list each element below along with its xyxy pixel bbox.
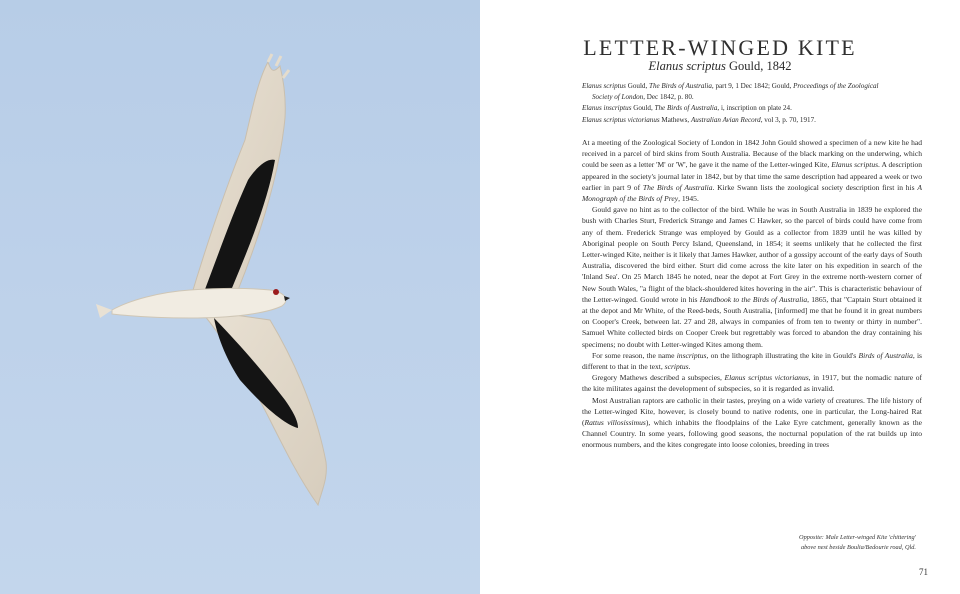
reference-item: Elanus inscriptus Gould, The Birds of Australia, i, inscription on plate 24. xyxy=(582,104,792,113)
species-subtitle xyxy=(480,59,960,73)
text-page xyxy=(480,0,960,594)
photo-caption: Opposite: Male Letter-winged Kite 'chittering' above nest beside Boulia/Bedourie road, Qld. xyxy=(799,534,916,551)
synonymy-references xyxy=(582,81,882,126)
scientific-name: Elanus scriptus xyxy=(648,59,726,73)
reference-item: Elanus scriptus victorianus Mathews, Australian Avian Record, vol 3, p. 70, 1917. xyxy=(582,115,816,124)
paragraph: Most Australian raptors are catholic in their tastes, preying on a wide variety of creatures. The life history of the Letter-winged Kite, however, is closely bound to native rodents, one in particular, the Long-haired Rat (Rattus villosissimus), which inhabits the floodplains of the Lake Eyre catchment, generally known as the Channel Country. In some years, following good seasons, the nocturnal population of the rat builds up into enormous numbers, and the kites congregate into loose colonies, breeding in trees xyxy=(582,395,922,450)
page-title: LETTER-WINGED KITE xyxy=(583,35,857,60)
reference-item: Elanus scriptus Gould, The Birds of Australia, part 9, 1 Dec 1842; Gould, Proceedings of the Zoological Society of London, Dec 1842, p. 80. xyxy=(582,82,879,102)
paragraph: For some reason, the name inscriptus, on the lithograph illustrating the kite in Gould's Birds of Australia, is different to that in the text, scriptus. xyxy=(582,350,922,372)
paragraph: Gould gave no hint as to the collector of the bird. While he was in South Australia in 1839 he explored the bush with Charles Sturt, Frederick Strange and James C Hawker, so the parcel of birds could have come from any of them. Frederick Strange was employed by Gould as a collector from 1839 until he was killed by Aboriginal people on South Percy Island, Queensland, in 1854; it seems unlikely that he collected the first Letter-winged Kite, neither is it likely that James Hawker, author of a gossipy account of the early days of South Australia, discovered the bird either. Sturt did come across the kite later on his expedition in search of the 'Inland Sea'. On 25 March 1845 he noted, near the depot at Fort Grey in the extreme north-western corner of New South Wales, "a flight of the black-shouldered kites hovering in the air". This is characteristic behaviour of the Letter-winged. Gould wrote in his Handbook to the Birds of Australia, 1865, that "Captain Sturt obtained it at the depot and Mr White, of the Reed-beds, South Australia, [informed] me that he found it in great numbers on Cooper's Creek, between lat. 27 and 28, always in companies of from ten to twenty or thirty in number". Samuel White collected birds on Cooper Creek but regrettably was forced to abandon the dray containing his specimens; no doubt with Letter-winged Kites among them. xyxy=(582,205,923,349)
page-number: 71 xyxy=(919,567,928,577)
authority: Gould, 1842 xyxy=(729,59,792,73)
paragraph: At a meeting of the Zoological Society of London in 1842 John Gould showed a specimen of a new kite he had received in a parcel of bird skins from South Australia. Because of the black marking on the underwing, which could be seen as a letter 'M' or 'W', he gave it the name of the Letter-winged Kite, Elanus scriptus. A description appeared in the society's journal later in 1842, but by that time the same description had appeared a week or two earlier in part 9 of The Birds of Australia. Kirke Swann lists the zoological society description first in his A Monograph of the Birds of Prey, 1945. xyxy=(582,138,922,204)
paragraph: Gregory Mathews described a subspecies, Elanus scriptus victorianus, in 1917, but the nomadic nature of the kite militates against the development of subspecies, so it is regarded as invalid. xyxy=(582,373,922,394)
body-text xyxy=(582,137,922,451)
